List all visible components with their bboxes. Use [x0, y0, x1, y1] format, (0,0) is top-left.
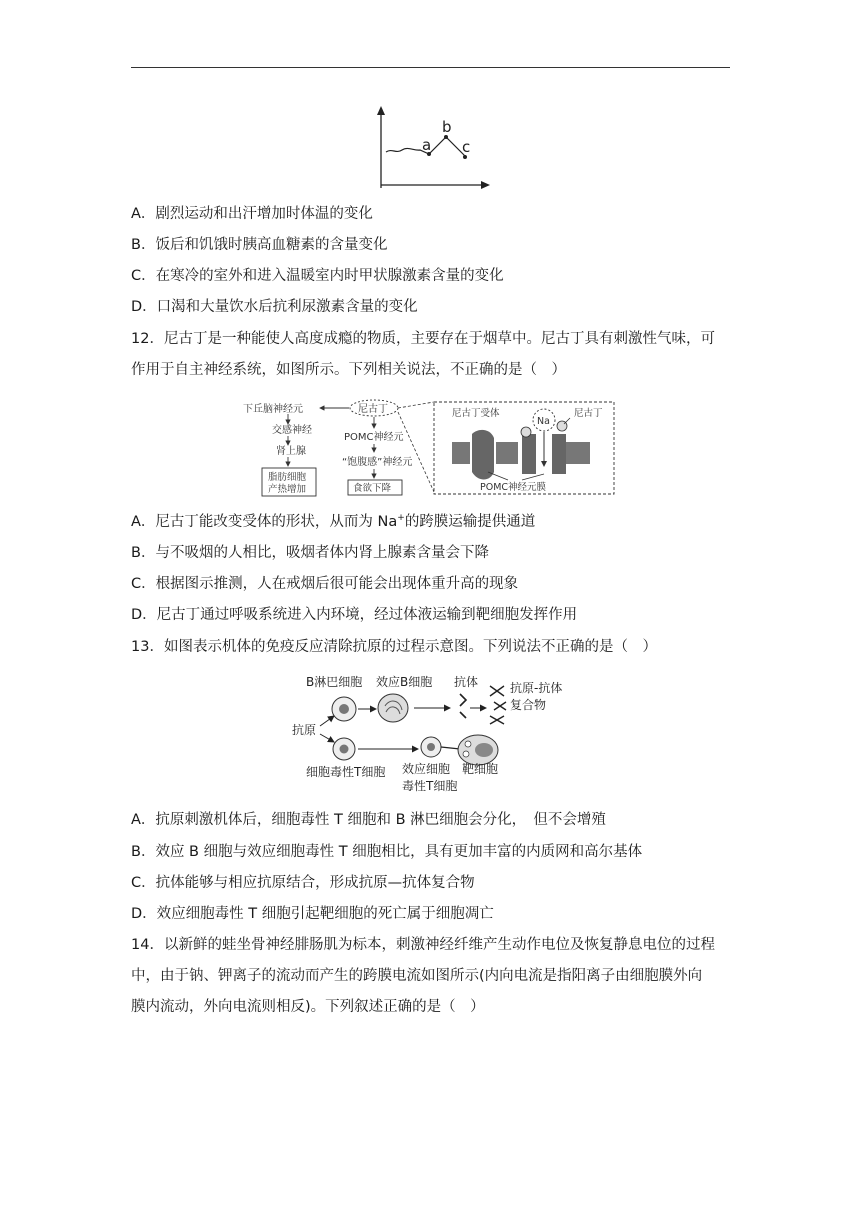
na-label: Na [537, 416, 550, 427]
antibody-label: 抗体 [454, 675, 479, 689]
q12-option-a-pre: A．尼古丁能改变受体的形状，从而为 Na [131, 514, 398, 530]
adrenal-label: 肾上腺 [276, 446, 306, 457]
sympathetic-label: 交感神经 [272, 425, 312, 436]
nicotine-inset-label: 尼古丁 [574, 408, 603, 419]
q11-option-a: A．剧烈运动和出汗增加时体温的变化 [131, 206, 373, 222]
q12-option-b: B．与不吸烟的人相比，吸烟者体内肾上腺素含量会下降 [131, 545, 489, 561]
effector-b-cell [378, 694, 408, 722]
b-cell-nucleus [339, 704, 349, 714]
channel-left [522, 434, 536, 474]
effector-t-label-line2: 毒性T细胞 [402, 779, 458, 793]
q12-option-d: D．尼古丁通过呼吸系统进入内环境，经过体液运输到靶细胞发挥作用 [131, 607, 578, 623]
target-label: 靶细胞 [462, 762, 499, 776]
appetite-label: 食欲下降 [353, 483, 392, 494]
b-cell-label: B淋巴细胞 [306, 675, 363, 689]
q14-stem-line3: 膜内流动，外向电流则相反)。下列叙述正确的是（ ） [131, 999, 485, 1015]
arrow-antigen-up [320, 716, 334, 726]
pomc-label: POMC神经元 [344, 432, 404, 443]
fat-cell-line1: 脂肪细胞 [268, 472, 307, 483]
q13-option-a: A．抗原刺激机体后，细胞毒性 T 细胞和 B 淋巴细胞会分化， 但不会增殖 [131, 812, 606, 828]
q12-option-a [131, 512, 535, 532]
fat-cell-line2: 产热增加 [268, 484, 307, 495]
complex-shape [490, 686, 506, 724]
header-rule [131, 67, 730, 68]
hypothalamus-label: 下丘脑神经元 [243, 404, 303, 415]
q13-stem: 13．如图表示机体的免疫反应清除抗原的过程示意图。下列说法不正确的是（ ） [131, 639, 657, 655]
q13-figure [290, 672, 580, 797]
q11-graph [370, 104, 494, 192]
t-cell-label: 细胞毒性T细胞 [306, 765, 386, 779]
receptor-label: 尼古丁受体 [452, 408, 500, 419]
q13-option-c: C．抗体能够与相应抗原结合，形成抗原—抗体复合物 [131, 875, 475, 891]
membrane-bilayer [452, 418, 590, 480]
label-a: a [422, 136, 432, 154]
arrow-antigen-down [320, 734, 334, 742]
q11-option-d: D．口渴和大量饮水后抗利尿激素含量的变化 [131, 299, 418, 315]
q12-stem-line2: 作用于自主神经系统，如图所示。下列相关说法，不正确的是（ ） [131, 362, 566, 378]
effector-t-label-line1: 效应细胞 [402, 762, 451, 776]
complex-label-line2: 复合物 [510, 698, 547, 712]
t-cell-nucleus [340, 745, 349, 754]
membrane-label: POMC神经元膜 [480, 482, 547, 493]
contact-line [441, 747, 460, 749]
label-c: c [462, 138, 471, 156]
q11-option-b: B．饭后和饥饿时胰高血糖素的含量变化 [131, 237, 388, 253]
q12-option-a-post: 的跨膜运输提供通道 [404, 514, 536, 530]
q14-stem-line2: 中，由于钠、钾离子的流动而产生的跨膜电流如图所示(内向电流是指阳离子由细胞膜外向 [131, 968, 703, 984]
receptor-left [472, 430, 494, 480]
q13-option-d: D．效应细胞毒性 T 细胞引起靶细胞的死亡属于细胞凋亡 [131, 906, 494, 922]
antigen-label: 抗原 [292, 723, 317, 737]
target-nucleus [475, 743, 493, 757]
q12-figure [240, 398, 620, 498]
complex-label-line1: 抗原-抗体 [510, 681, 563, 695]
q14-stem-line1: 14．以新鲜的蛙坐骨神经腓肠肌为标本，刺激神经纤维产生动作电位及恢复静息电位的过程 [131, 937, 715, 953]
nicotine-label: 尼古丁 [358, 404, 388, 415]
channel-right [552, 434, 566, 474]
q11-option-c: C．在寒冷的室外和进入温暖室内时甲状腺激素含量的变化 [131, 268, 504, 284]
label-b: b [442, 118, 452, 136]
zoom-lines [398, 402, 434, 492]
y-axis-arrow [377, 106, 385, 115]
antibody-shape [460, 694, 466, 718]
q12-stem-line1: 12．尼古丁是一种能使人高度成瘾的物质，主要存在于烟草中。尼古丁具有刺激性气味，可 [131, 331, 715, 347]
x-axis-arrow [481, 181, 490, 189]
satiety-label: “饱腹感”神经元 [342, 457, 413, 468]
q12-option-c: C．根据图示推测，人在戒烟后很可能会出现体重升高的现象 [131, 576, 519, 592]
q13-option-b: B．效应 B 细胞与效应细胞毒性 T 细胞相比，具有更加丰富的内质网和高尔基体 [131, 844, 643, 860]
q12-option-a-sup: + [397, 513, 405, 524]
effector-b-label: 效应B细胞 [376, 675, 433, 689]
